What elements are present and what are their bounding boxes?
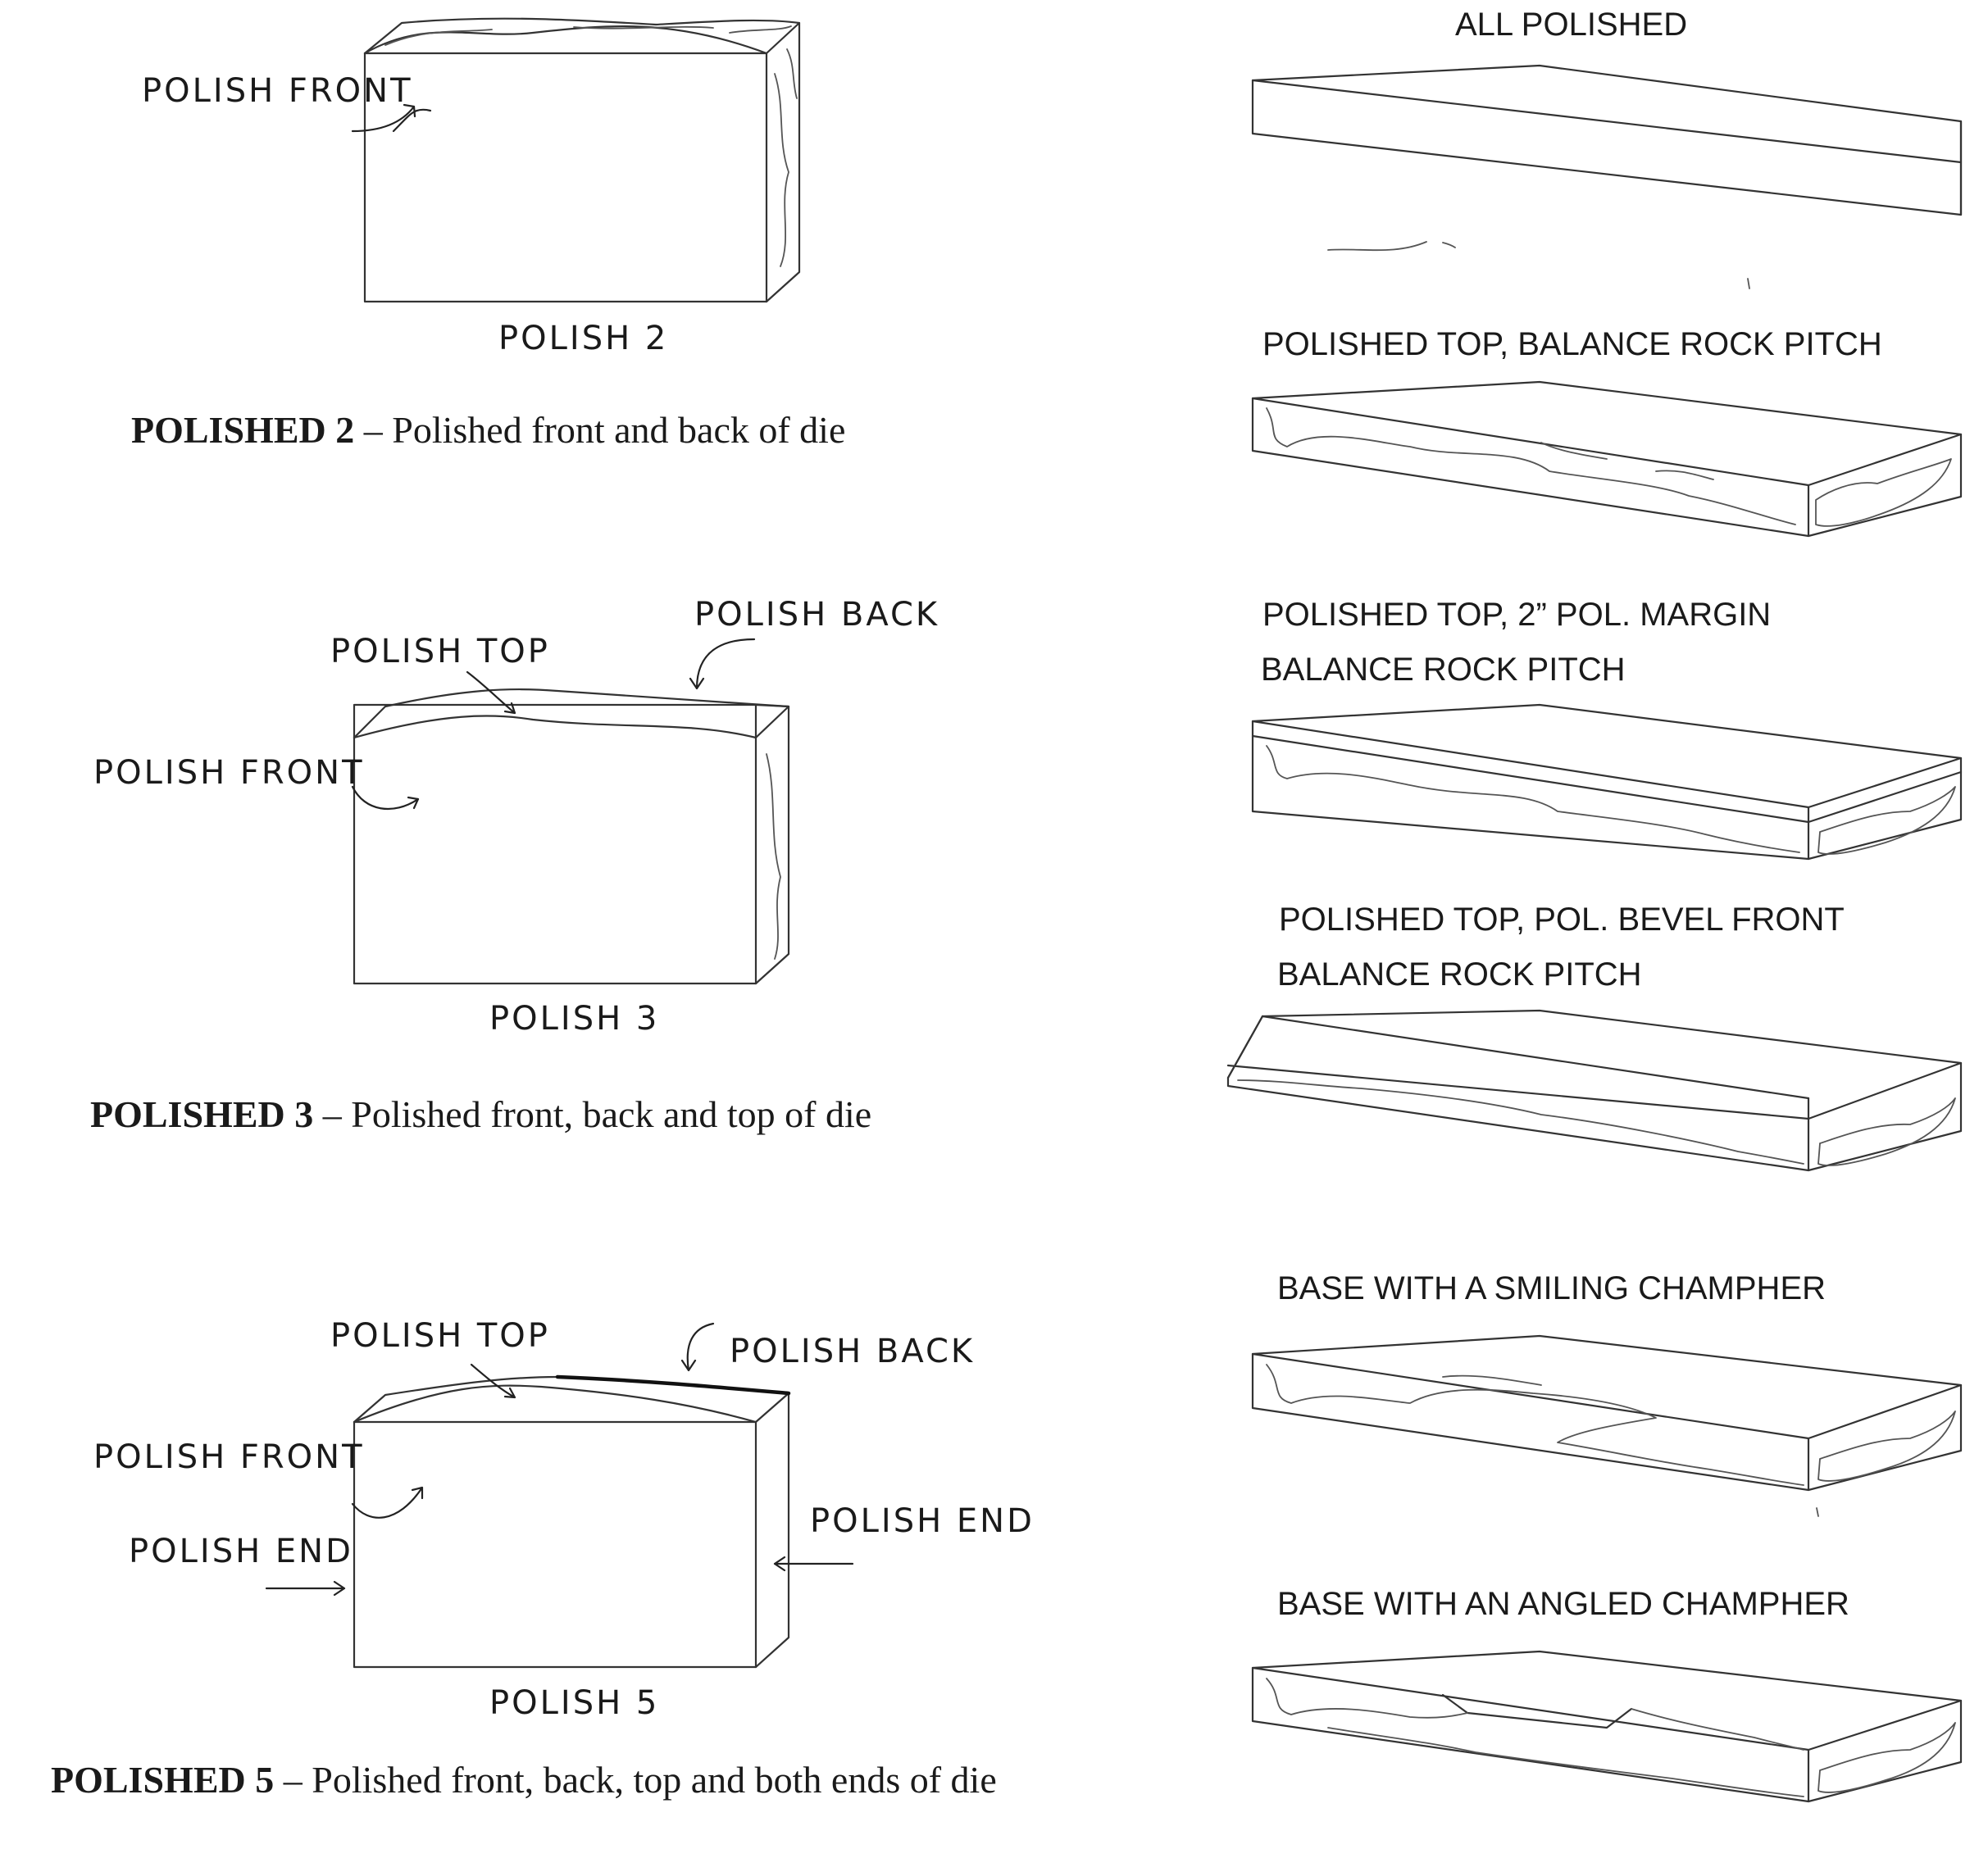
die-name-polish-3: POLISH 3 (489, 1000, 660, 1038)
base-label-pol-margin-line2: BALANCE ROCK PITCH (1261, 652, 1626, 688)
base-label-bevel-front: POLISHED TOP, POL. BEVEL FRONT (1279, 902, 1845, 938)
caption-polished-5-bold: POLISHED 5 (51, 1759, 275, 1801)
base-rock-pitch-drawing (1253, 382, 1961, 536)
caption-polished-5-text: – Polished front, back, top and both ends of die (283, 1759, 997, 1801)
base-pol-margin-drawing (1253, 705, 1961, 859)
caption-polished-2-text: – Polished front and back of die (363, 409, 846, 451)
die-polish-3-drawing (353, 639, 789, 984)
label-polish-back: POLISH BACK (730, 1333, 976, 1370)
base-bevel-front-drawing (1228, 1011, 1961, 1170)
caption-polished-2 (131, 408, 845, 452)
label-polish-back: POLISH BACK (694, 596, 940, 634)
die-polish-2-drawing (353, 19, 799, 302)
base-smiling-champher-drawing (1253, 1336, 1961, 1516)
die-name-polish-2: POLISH 2 (498, 320, 669, 357)
die-name-polish-5: POLISH 5 (489, 1684, 660, 1722)
label-polish-end-right: POLISH END (810, 1502, 1035, 1540)
label-polish-front: POLISH FRONT (142, 72, 413, 110)
label-polish-top: POLISH TOP (330, 633, 550, 670)
caption-polished-3-bold: POLISHED 3 (90, 1093, 314, 1135)
base-label-bevel-front-line2: BALANCE ROCK PITCH (1277, 956, 1642, 993)
base-angled-champher-drawing (1253, 1651, 1961, 1801)
label-polish-front: POLISH FRONT (93, 1438, 365, 1476)
base-label-angled-champher: BASE WITH AN ANGLED CHAMPHER (1277, 1586, 1849, 1622)
label-polish-end-left: POLISH END (129, 1533, 353, 1570)
base-label-rock-pitch: POLISHED TOP, BALANCE ROCK PITCH (1262, 326, 1882, 362)
caption-polished-5 (51, 1758, 997, 1801)
base-label-all-polished: ALL POLISHED (1455, 7, 1688, 43)
base-label-smiling-champher: BASE WITH A SMILING CHAMPHER (1277, 1270, 1827, 1306)
die-polish-5-drawing (266, 1324, 853, 1667)
base-label-pol-margin: POLISHED TOP, 2” POL. MARGIN (1262, 597, 1772, 633)
label-polish-front: POLISH FRONT (93, 754, 365, 792)
caption-polished-3 (90, 1093, 871, 1136)
base-all-polished-drawing (1253, 66, 1961, 288)
caption-polished-2-bold: POLISHED 2 (131, 409, 355, 451)
label-polish-top: POLISH TOP (330, 1317, 550, 1355)
caption-polished-3-text: – Polished front, back and top of die (322, 1093, 872, 1135)
